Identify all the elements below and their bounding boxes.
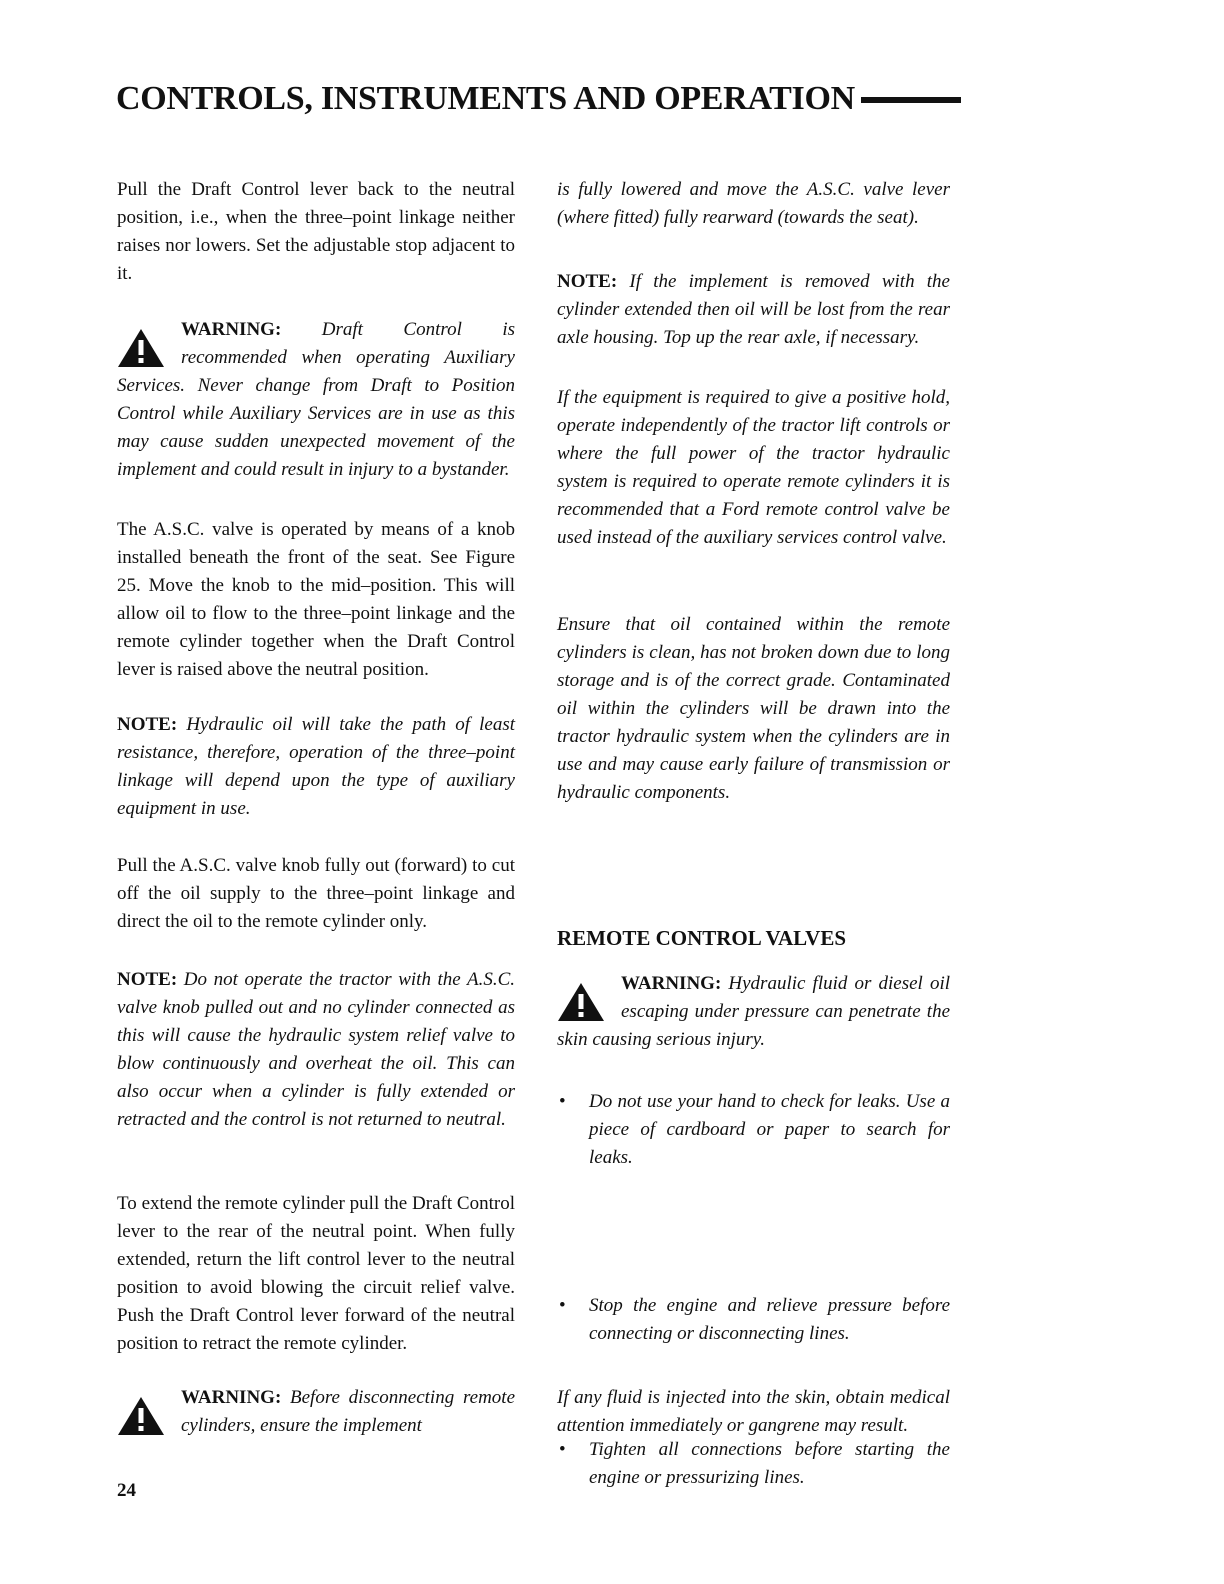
warning-hydraulic-fluid bbox=[557, 970, 950, 1054]
warning-triangle-icon bbox=[117, 328, 165, 368]
warning-text: Hydraulic fluid or diesel oil escaping under pressure can penetrate the skin causing serious injury. bbox=[557, 973, 951, 1050]
note-text: Hydraulic oil will take the path of least resistance, therefore, operation of the three–point linkage will depend upon the type of auxiliary equipment in use. bbox=[117, 714, 516, 819]
note-label: NOTE: bbox=[117, 969, 178, 990]
right-paragraph-1: is fully lowered and move the A.S.C. valve lever (where fitted) fully rearward (towards the seat). bbox=[557, 179, 950, 228]
note-asc-valve bbox=[117, 966, 515, 1134]
section-title: REMOTE CONTROL VALVES bbox=[557, 926, 847, 950]
warning-draft-control bbox=[117, 316, 515, 484]
page-title-text: CONTROLS, INSTRUMENTS AND OPERATION bbox=[116, 80, 855, 117]
warning-label: WARNING: bbox=[621, 973, 722, 994]
right-column bbox=[557, 176, 951, 1488]
bullet-item bbox=[557, 1292, 950, 1348]
note-implement-removed bbox=[557, 268, 950, 352]
note-text: Do not operate the tractor with the A.S.C. valve knob pulled out and no cylinder connected as this will cause the hydraulic system relief valve to blow continuously and overheat the oil. This can also occur when a cylinder is fully extended or retracted and the control is not returned to neutral. bbox=[117, 969, 515, 1130]
title-rule bbox=[861, 97, 961, 103]
bullet-icon: • bbox=[559, 1439, 566, 1460]
bullet-text: Tighten all connections before starting the engine or pressurizing lines. bbox=[589, 1439, 950, 1488]
left-paragraph-2: The A.S.C. valve is operated by means of a knob installed beneath the front of the seat. See Figure 25. Move the knob to the mid–position. This will allow oil to flow to the three–point linkage and the remote cylinder together when the Draft Control lever is raised above the neutral position. bbox=[117, 519, 515, 680]
right-paragraph-2: If the equipment is required to give a positive hold, operate independently of the tractor lift controls or where the full power of the tractor hydraulic system is required to operate remote cylinders it is recommended that a Ford remote control valve be used instead of the auxiliary services control valve. bbox=[557, 387, 950, 548]
page-title bbox=[116, 80, 961, 118]
warning-label: WARNING: bbox=[181, 1387, 282, 1408]
warning-label: WARNING: bbox=[181, 319, 282, 340]
bullet-text: Stop the engine and relieve pressure before connecting or disconnecting lines. bbox=[589, 1295, 950, 1344]
right-paragraph-4: If any fluid is injected into the skin, obtain medical attention immediately or gangrene may result. bbox=[557, 1387, 950, 1436]
note-label: NOTE: bbox=[117, 714, 178, 735]
bullet-text: Do not use your hand to check for leaks. Use a piece of cardboard or paper to search for leaks. bbox=[589, 1091, 950, 1168]
left-paragraph-4: To extend the remote cylinder pull the Draft Control lever to the rear of the neutral point. When fully extended, return the lift control lever to the neutral position to avoid blowing the circuit relief valve. Push the Draft Control lever forward of the neutral position to retract the remote cylinder. bbox=[117, 1193, 515, 1354]
note-text: If the implement is removed with the cylinder extended then oil will be lost from the rear axle housing. Top up the rear axle, if necessary. bbox=[557, 271, 950, 348]
note-label: NOTE: bbox=[557, 271, 618, 292]
bullet-icon: • bbox=[559, 1295, 566, 1316]
right-paragraph-3: Ensure that oil contained within the remote cylinders is clean, has not broken down due to long storage and is of the correct grade. Contaminated oil within the cylinders will be drawn into the tractor hydraulic system when the cylinders are in use and may cause early failure of transmission or hydraulic components. bbox=[557, 614, 950, 803]
bullet-icon: • bbox=[559, 1091, 566, 1112]
warning-disconnecting bbox=[117, 1384, 515, 1440]
warning-text: Draft Control is recommended when operating Auxiliary Services. Never change from Draft to Position Control while Auxiliary Services are in use as this may cause sudden unexpected movement of the implement and could result in injury to a bystander. bbox=[117, 319, 515, 480]
bullet-item bbox=[557, 1436, 950, 1492]
note-hydraulic-oil bbox=[117, 711, 515, 823]
left-paragraph-1: Pull the Draft Control lever back to the neutral position, i.e., when the three–point linkage neither raises nor lowers. Set the adjustable stop adjacent to it. bbox=[117, 179, 515, 284]
page-number: 24 bbox=[117, 1480, 136, 1501]
warning-triangle-icon bbox=[557, 982, 605, 1022]
left-paragraph-3: Pull the A.S.C. valve knob fully out (forward) to cut off the oil supply to the three–point linkage and direct the oil to the remote cylinder only. bbox=[117, 855, 515, 932]
warning-triangle-icon bbox=[117, 1396, 165, 1436]
bullet-item bbox=[557, 1088, 950, 1172]
warning-text: Before disconnecting remote cylinders, ensure the implement bbox=[181, 1387, 515, 1436]
